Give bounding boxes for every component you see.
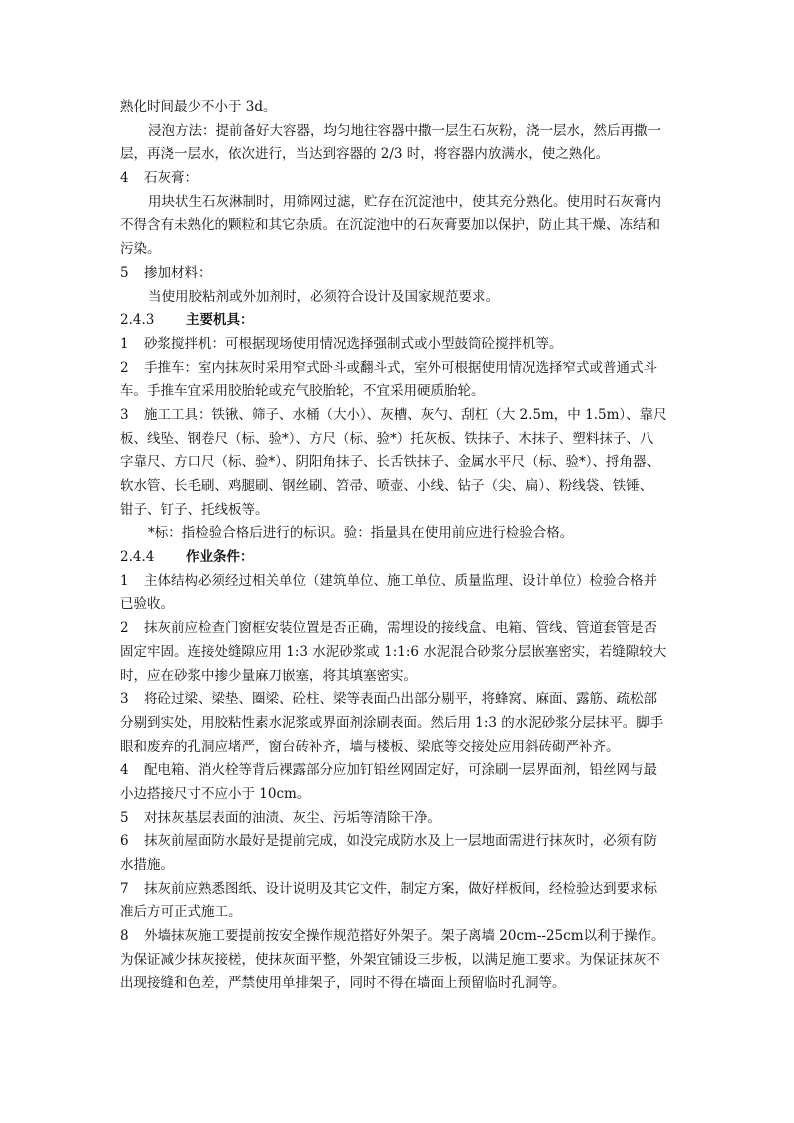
- list-item: 4 配电箱、消火栓等背后裸露部分应加钉铅丝网固定好，可涂刷一层界面剂，铅丝网与最: [120, 762, 657, 779]
- list-item: 6 抹灰前屋面防水最好是提前完成，如没完成防水及上一层地面需进行抹灰时，必须有防: [120, 833, 657, 850]
- text-line: 钳子、钉子、托线板等。: [120, 501, 269, 518]
- text-line: 浸泡方法：提前备好大容器，均匀地往容器中撒一层生石灰粉，浇一层水，然后再撒一: [148, 122, 661, 139]
- list-item-heading: 4 石灰膏：: [120, 170, 198, 187]
- text-line: 不得含有未熟化的颗粒和其它杂质。在沉淀池中的石灰膏要加以保护，防止其干燥、冻结和: [120, 217, 660, 234]
- list-item: 1 主体结构必须经过相关单位（建筑单位、施工单位、质量监理、设计单位）检验合格并: [120, 572, 657, 589]
- footnote-line: *标：指检验合格后进行的标识。验：指量具在使用前应进行检验合格。: [148, 525, 574, 542]
- text-line: 为保证减少抹灰接槎，使抹灰面平整，外架宜铺设三步板，以满足施工要求。为保证抹灰不: [120, 951, 660, 968]
- list-item: 2 手推车：室内抹灰时采用窄式卧斗或翻斗式，室外可根据使用情况选择窄式或普通式斗: [120, 359, 657, 376]
- text-line: 车。手推车宜采用胶胎轮或充气胶胎轮，不宜采用硬质胎轮。: [120, 383, 485, 400]
- text-line: 分剔到实处，用胶粘性素水泥浆或界面剂涂刷表面。然后用 1:3 的水泥砂浆分层抹平。脚手: [120, 714, 664, 731]
- text-line: 已验收。: [120, 596, 174, 613]
- list-item: 2 抹灰前应检查门窗框安装位置是否正确，需埋设的接线盒、电箱、管线、管道套管是否: [120, 620, 657, 637]
- list-item: 3 施工工具：铁锹、筛子、水桶（大小）、灰槽、灰勺、刮杠（大 2.5m，中 1.5m）、靠尺: [120, 406, 667, 423]
- text-line: 当使用胶粘剂或外加剂时，必须符合设计及国家规范要求。: [148, 288, 499, 305]
- list-item-heading: 5 掺加材料：: [120, 264, 212, 281]
- list-item: 3 将砼过梁、梁垫、圈梁、砼柱、梁等表面凸出部分剔平，将蜂窝、麻面、露筋、疏松部: [120, 691, 657, 708]
- list-item: 5 对抹灰基层表面的油渍、灰尘、污垢等清除干净。: [120, 809, 441, 826]
- list-item: 1 砂浆搅拌机：可根据现场使用情况选择强制式或小型鼓筒砼搅拌机等。: [120, 335, 563, 352]
- text-line: 软水管、长毛刷、鸡腿刷、钢丝刷、笤帚、喷壶、小线、钻子（尖、扁）、粉线袋、铁锤、: [120, 478, 654, 494]
- section-heading: 2.4.3 主要机具：: [120, 312, 254, 329]
- text-line: 熟化时间最少不小于 3d。: [120, 99, 277, 115]
- section-heading: 2.4.4 作业条件：: [120, 549, 254, 566]
- text-line: 出现接缝和色差，严禁使用单排架子，同时不得在墙面上预留临时孔洞等。: [120, 975, 566, 992]
- text-line: 准后方可正式施工。: [120, 904, 242, 921]
- list-item: 8 外墙抹灰施工要提前按安全操作规范搭好外架子。架子离墙 20cm--25cm以利于操作。: [120, 928, 665, 945]
- document-page: [120, 96, 678, 996]
- text-line: 用块状生石灰淋制时，用筛网过滤，贮存在沉淀池中，使其充分熟化。使用时石灰膏内: [148, 193, 661, 210]
- text-line: 层，再浇一层水，依次进行，当达到容器的 2/3 时，将容器内放满水，使之熟化。: [120, 146, 610, 163]
- text-line: 眼和废弃的孔洞应堵严，窗台砖补齐，墙与楼板、梁底等交接处应用斜砖砌严补齐。: [120, 738, 620, 755]
- text-line: 水措施。: [120, 857, 174, 873]
- list-item: 7 抹灰前应熟悉图纸、设计说明及其它文件，制定方案，做好样板间，经检验达到要求标: [120, 880, 657, 897]
- text-line: 板、线坠、钢卷尺（标、验*）、方尺（标、验*）托灰板、铁抹子、木抹子、塑料抹子、八: [120, 430, 654, 447]
- text-line: 固定牢固。连接处缝隙应用 1:3 水泥砂浆或 1:1:6 水泥混合砂浆分层嵌塞密实，若缝隙较大: [120, 643, 667, 660]
- text-line: 字靠尺、方口尺（标、验*）、阴阳角抹子、长舌铁抹子、金属水平尺（标、验*）、捋角器、: [120, 454, 660, 471]
- text-line: 小边搭接尺寸不应小于 10cm。: [120, 785, 311, 802]
- text-line: 污染。: [120, 241, 161, 258]
- text-line: 时，应在砂浆中掺少量麻刀嵌塞，将其填塞密实。: [120, 667, 417, 684]
